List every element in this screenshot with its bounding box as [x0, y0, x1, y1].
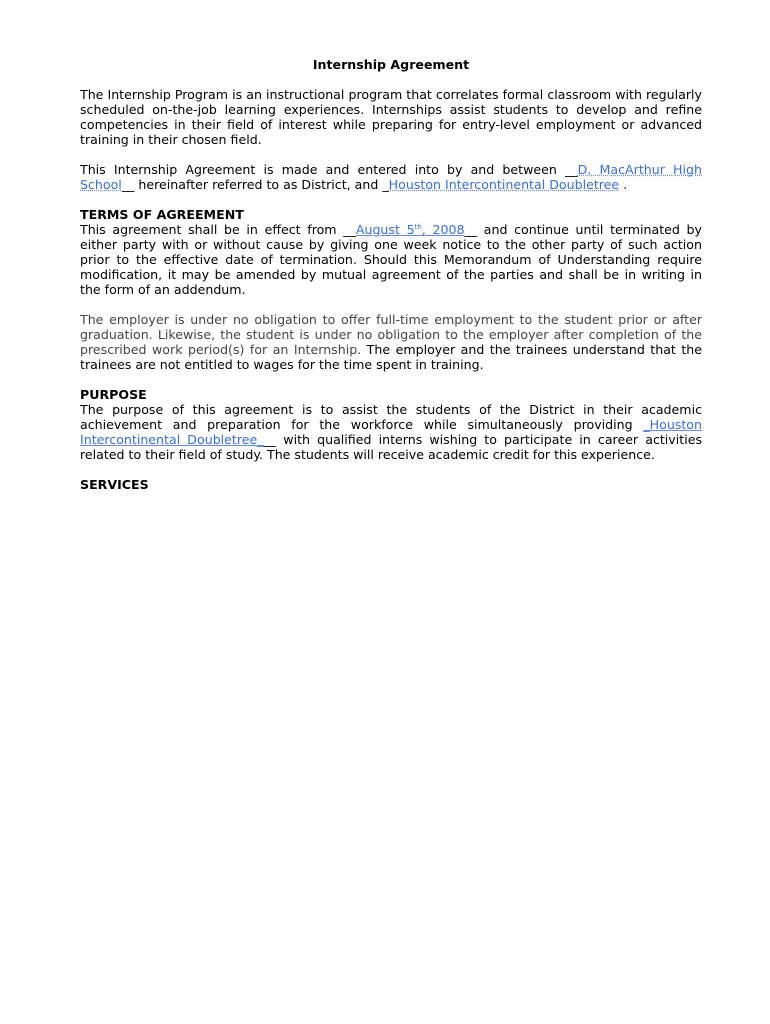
employer-obligation-paragraph	[80, 312, 702, 372]
purpose-heading: PURPOSE	[80, 387, 147, 402]
purpose-paragraph	[80, 402, 702, 462]
district-trail: __	[121, 177, 135, 192]
effective-date-sup: th	[414, 222, 422, 231]
intro-paragraph: The Internship Program is an instructional program that correlates formal classroom with regularly scheduled on-the-job learning experiences. Internships assist students to develop and refine competencies in their field of interest while preparing for entry-level employment or advanced training in their chosen field.	[80, 87, 702, 147]
terms-paragraph	[80, 222, 702, 297]
district-name-field[interactable]: D. MacArthur High School	[80, 162, 702, 192]
terms-body: and continue until terminated by either party with or without cause by giving one week notice to the other party of such action prior to the effective date of termination. Should this Memorandum of Understanding require modification, it may be amended by mutual agreement of the parties and shall be in writing in the form of an addendum.	[80, 222, 702, 297]
district-lead: __	[565, 162, 578, 177]
effective-date-month-day: August 5	[355, 222, 415, 237]
effective-date-field[interactable]	[356, 222, 465, 237]
purpose-body: with qualified interns wishing to participate in career activities related to their field of study. The students will receive academic credit for this experience.	[80, 432, 703, 462]
agreement-prefix: This Internship Agreement is made and entered into by and between	[80, 162, 566, 177]
terms-heading: TERMS OF AGREEMENT	[80, 207, 244, 222]
effective-date-year: , 2008	[421, 222, 465, 237]
employer-lead: _	[382, 177, 389, 192]
employer-obligation-normal: The employer and the trainees understand that the trainees are not entitled to wages for the time spent in training.	[80, 342, 702, 372]
agreement-middle: hereinafter referred to as District, and	[134, 177, 383, 192]
date-trail: __	[464, 222, 478, 237]
purpose-employer-lead: _	[643, 417, 650, 432]
purpose-prefix: The purpose of this agreement is to assist the students of the District in their academic achievement and preparation for the workforce while simultaneously providing	[80, 402, 702, 432]
purpose-employer-name: Houston Intercontinental Doubletree	[80, 417, 702, 447]
services-heading: SERVICES	[80, 477, 149, 492]
agreement-paragraph	[80, 162, 702, 192]
employer-name-field[interactable]: Houston Intercontinental Doubletree	[388, 177, 620, 192]
date-lead: __	[343, 222, 356, 237]
document-title: Internship Agreement	[312, 57, 470, 72]
purpose-employer-trail: _	[257, 432, 264, 447]
document-page	[80, 57, 702, 492]
purpose-trail-underscores: __	[263, 432, 277, 447]
employer-obligation-muted: The employer is under no obligation to offer full-time employment to the student prior or after graduation. Likewise, the student is under no obligation to the employer after completion of the prescribed work period(s) for an Internship.	[80, 312, 702, 357]
terms-prefix: This agreement shall be in effect from	[80, 222, 344, 237]
agreement-suffix: .	[619, 177, 628, 192]
